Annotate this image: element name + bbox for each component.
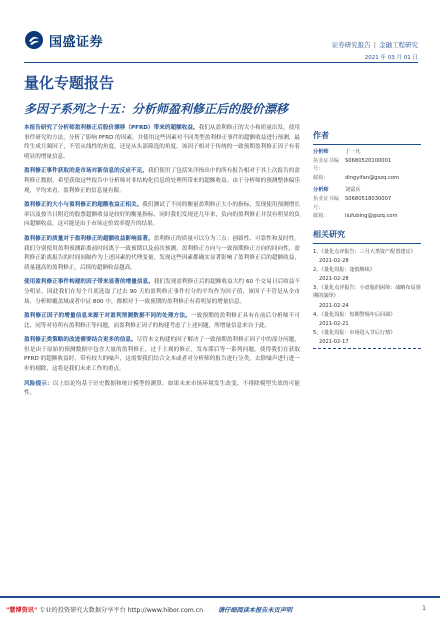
author-cert: 执业证书编号： S0680518030007 xyxy=(313,195,392,211)
author-name: 刘富兵 xyxy=(345,187,361,194)
related-report-link[interactable]: 5、《量化周报：市场进入节后行情》 xyxy=(313,329,396,336)
footer-brand: "慧博资讯" xyxy=(6,607,38,614)
summary-body xyxy=(24,124,300,404)
page-footer xyxy=(0,596,440,620)
brand-logo xyxy=(24,30,103,50)
summary-paragraph: 盈利修正类策略的改进需要结合更多的信息。尽管本文构建的因子解决了一致预期盈利修正因子中的部分问题，但是由于原始的预测数据中包含大量的盈利修正，过于主观的修正，发布滞后等一系列问题，使得我们在获取 PFRD 的超额收益时，带有较大的噪声，这需要我们结合文本或者对分析师的报告进行分类，去除噪声进行进一步的剔除，这将是我们未来工作的重点。 xyxy=(24,337,300,373)
author-cert: 执业证书编号： S0680520100001 xyxy=(313,157,392,173)
subcategory-label: 金融工程研究 xyxy=(379,41,418,49)
related-divider xyxy=(313,348,421,349)
summary-paragraph: 盈利修正事件获取的是市场对新信息的反应不足。我们使用了包括朱洋指出中的所有报告相对于其上次报告的盈利修正数据，希望获取这些报告中分析师对非结构化信息的处理所带来的超额收益。由于分析师的预测整体偏乐观，平均来看，盈利修正的信息量有限。 xyxy=(24,168,300,194)
related-report-link[interactable]: 2、《量化周报：逢低继续》 xyxy=(313,266,375,273)
summary-paragraph: 盈利修正的大小与盈利修正的超额收益正相关。我们测试了不同的衡量盈利修正大小的指标，发现使用预测增长率以及按当日附近的股票超额收益是较好的衡量指标，同时我们发现还几年来，负向的盈利修正并没有明显的负向超额收益，这可能是由于市场定价效率提升的结果。 xyxy=(24,202,300,228)
related-section-title: 相关研究 xyxy=(313,229,421,244)
related-report-link[interactable]: 3、《量化点评报告：小盘股的困境：战略布局预期的演绎》 xyxy=(313,285,421,300)
report-date: 2021 年 03 月 01 日 xyxy=(364,55,418,61)
footer-url[interactable]: http://www.hibor.com.cn xyxy=(127,607,204,614)
brand-name: 国盛证券 xyxy=(49,34,104,50)
summary-paragraph: 盈利修正因子的增量信息来源于对盈利预测数据不同的处理方法。一致预期的盈利修正具有在前后分析师不可比、同等对待所有盈利修正等问题，而盈利修正因子的构建考虑了上述问题，所增量信息来自于此。 xyxy=(24,313,300,329)
footer-watermark xyxy=(6,605,203,614)
related-report-date: 2021-02-24 xyxy=(319,302,349,309)
header-divider xyxy=(24,62,418,63)
author-email-link[interactable]: liufubing@gszq.com xyxy=(345,213,398,220)
author-row: 分析师 刘富兵 xyxy=(313,187,361,194)
author-name: 丁一凡 xyxy=(345,149,361,155)
author-section-title: 作者 xyxy=(313,130,421,145)
footer-divider xyxy=(0,596,440,598)
risk-warning: 风险提示：以上结论均基于历史数据和统计模型的测算，如果未来市场环境发生改变，不排除模型失效的可能性。 xyxy=(24,380,300,397)
page-header xyxy=(0,0,440,62)
author-email-link[interactable]: dingyifan@gszq.com xyxy=(345,174,400,181)
sidebar xyxy=(313,124,421,349)
brand-logo-icon xyxy=(24,30,44,50)
author-email: 邮箱： liufubing@gszq.com xyxy=(313,213,398,220)
related-report-date: 2021-02-28 xyxy=(319,276,349,283)
summary-paragraph: 盈利修正的质量对于盈利修正的超额收益影响显著。盈利修正的质量可以分为三点：创新性、可靠性和及时性。我们分别使用盈利预测距离前时间离于一致预期以及前次预测，盈利修正方向与一致预期修正方向的同向性，盈利修正距离报告的时间间隔作为上述因素的代理变量，发现这些因素都确实显著影响了盈利修正后的超额收益，质量越高的盈利修正，后续的超额收益越高。 xyxy=(24,235,300,271)
related-report-date: 2021-02-21 xyxy=(319,320,349,327)
author-row: 分析师 丁一凡 xyxy=(313,149,361,155)
category-label: 证券研究报告 xyxy=(331,41,371,49)
related-report-link[interactable]: 1、《量化点评报告：三月大类资产配置建议》 xyxy=(313,248,416,255)
footer-disclaimer: 请仔细阅读本报告末页声明 xyxy=(218,607,293,614)
report-type: 量化专题报告 xyxy=(24,74,115,92)
related-report-date: 2021-02-17 xyxy=(319,338,349,345)
page-number: 1 xyxy=(422,605,426,612)
report-category: 证券研究报告 | 金融工程研究 xyxy=(331,41,418,49)
author-email: 邮箱： dingyifan@gszq.com xyxy=(313,174,400,181)
related-report-link[interactable]: 4、《量化周报：短期警惕年后回调》 xyxy=(313,311,396,318)
footer-slogan: 专业的投资研究大数据分享平台 xyxy=(39,607,126,614)
summary-paragraph: 本报告研究了分析师盈利修正后股价漂移（PFRD）带来的超额收益。我们从盈利修正的大小和质量出发，使用事件研究的方法，分析了影响 PFRD 的因素，并使用这些因素对不同类型盈利修正事件的超额收益进行预测，最终生成月频因子，不管从线性的角度，还是从头部筛选的角度，该因子相对于传统的一致预期盈利修正因子有着明显的增量信息。 xyxy=(24,125,300,160)
related-report-date: 2021-02-28 xyxy=(319,257,349,264)
summary-paragraph: 使用盈利修正事件构建的因子带来显著的增量信息。我们发现盈利修正后的超额收益大约 60 个交易日后收益不分明显，因此我们在每个月底选取了过去 90 天的盈利修正事件打分的平均作为因子值，该因子不管是从全市场、分析师覆盖域或者中证 800 中，都相对于一致预期的盈利修正有着明显的增量信息。 xyxy=(24,279,300,305)
page-title: 多因子系列之十五：分析师盈利修正后的股价漂移 xyxy=(24,102,289,116)
